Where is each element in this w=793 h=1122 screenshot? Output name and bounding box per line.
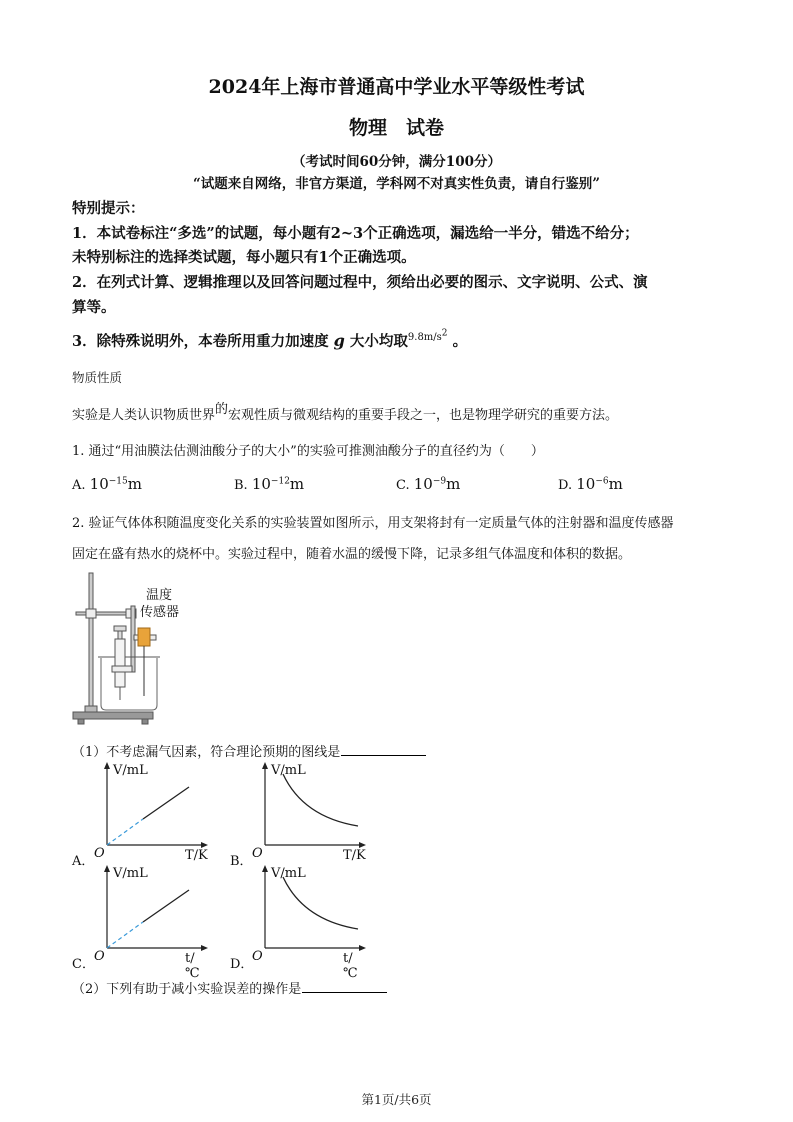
graph-option-label: A．: [72, 854, 95, 869]
x-axis-arrow: [359, 945, 366, 951]
note-3: [72, 330, 467, 351]
q2-stem-line-2: 固定在盛有热水的烧杯中。实验过程中，随着水温的缓慢下降，记录多组气体温度和体积的数据。: [72, 547, 632, 562]
y-axis-label: V/mL: [113, 763, 148, 778]
data-curve: [283, 877, 358, 929]
data-line: [143, 890, 189, 922]
gravity-symbol: g: [333, 331, 345, 350]
q2-sub2: （2）下列有助于减小实验误差的操作是: [72, 978, 387, 997]
dashed-extension: [107, 922, 143, 948]
origin-label: O: [252, 846, 263, 861]
y-axis-label: V/mL: [113, 866, 148, 881]
temperature-sensor: [138, 628, 150, 646]
dashed-extension: [107, 819, 143, 845]
notes-heading: 特别提示：: [72, 200, 145, 217]
section-title: 物质性质: [72, 370, 123, 385]
note-1-line-1: 1．本试卷标注“多选”的试题，每小题有2~3个正确选项，漏选给一半分，错选不给分；: [72, 225, 639, 242]
x-axis-label: t/℃: [343, 951, 358, 981]
x-axis-label: t/℃: [185, 951, 200, 981]
graph-option-label: D．: [230, 957, 254, 972]
paper-subtitle: 物理 试卷: [348, 117, 444, 139]
note-3-end: 。: [452, 333, 468, 350]
q1-stem: 1. 通过“用油膜法估测油酸分子的大小”的实验可推测油酸分子的直径约为（ ）: [72, 444, 544, 459]
y-axis-arrow: [262, 865, 268, 872]
stand-rod: [89, 573, 93, 708]
q2-sub1: （1）不考虑漏气因素，符合理论预期的图线是: [72, 741, 426, 760]
exam-info: （考试时间60分钟，满分100分）: [292, 154, 501, 170]
note-3-mid: 大小均取: [349, 333, 408, 350]
y-axis-label: V/mL: [271, 866, 306, 881]
y-axis-label: V/mL: [271, 763, 306, 778]
x-axis-arrow: [201, 945, 208, 951]
section-intro: 实验是人类认识物质世界的宏观性质与微观结构的重要手段之一，也是物理学研究的重要方法。: [72, 402, 619, 423]
answer-blank-1[interactable]: [341, 742, 426, 756]
y-axis-arrow: [104, 865, 110, 872]
x-axis-label: T/K: [185, 848, 208, 863]
apparatus-label-line-2: 传感器: [140, 605, 180, 620]
stand-base: [73, 712, 153, 719]
apparatus-diagram: [68, 568, 208, 728]
note-1-line-2: 未特别标注的选择类试题，每小题只有1个正确选项。: [72, 249, 416, 266]
note-2-line-2: 算等。: [72, 299, 116, 316]
graph-option-label: B．: [230, 854, 253, 869]
note-3-prefix: 3．除特殊说明外，本卷所用重力加速度: [72, 333, 329, 350]
apparatus-label-line-1: 温度: [146, 588, 173, 603]
page-footer: 第1页/共6页: [361, 1092, 432, 1107]
q1-option-d[interactable]: D. $10^{-6}m$: [558, 475, 623, 493]
answer-blank-2[interactable]: [302, 979, 387, 993]
y-axis-arrow: [104, 762, 110, 769]
data-line: [143, 787, 189, 819]
x-axis-label: T/K: [343, 848, 366, 863]
q1-option-a[interactable]: A. $10^{-15}m$: [72, 475, 142, 493]
note-2-line-1: 2．在列式计算、逻辑推理以及回答问题过程中，须给出必要的图示、文字说明、公式、演: [72, 274, 648, 291]
q1-option-b[interactable]: B. $10^{-12}m$: [234, 475, 305, 493]
origin-label: O: [252, 949, 263, 964]
q2-stem-line-1: 2. 验证气体体积随温度变化关系的实验装置如图所示，用支架将封有一定质量气体的注射器和温度传感器: [72, 516, 674, 531]
disclaimer: “试题来自网络，非官方渠道，学科网不对真实性负责，请自行鉴别”: [192, 176, 601, 192]
y-axis-arrow: [262, 762, 268, 769]
graph-option-label: C．: [72, 957, 95, 972]
exam-title: 2024年上海市普通高中学业水平等级性考试: [208, 76, 585, 98]
data-curve: [283, 774, 358, 826]
gravity-value: 9.8m/s2: [407, 328, 448, 343]
origin-label: O: [94, 846, 105, 861]
origin-label: O: [94, 949, 105, 964]
q1-option-c[interactable]: C. $10^{-9}m$: [396, 475, 461, 493]
